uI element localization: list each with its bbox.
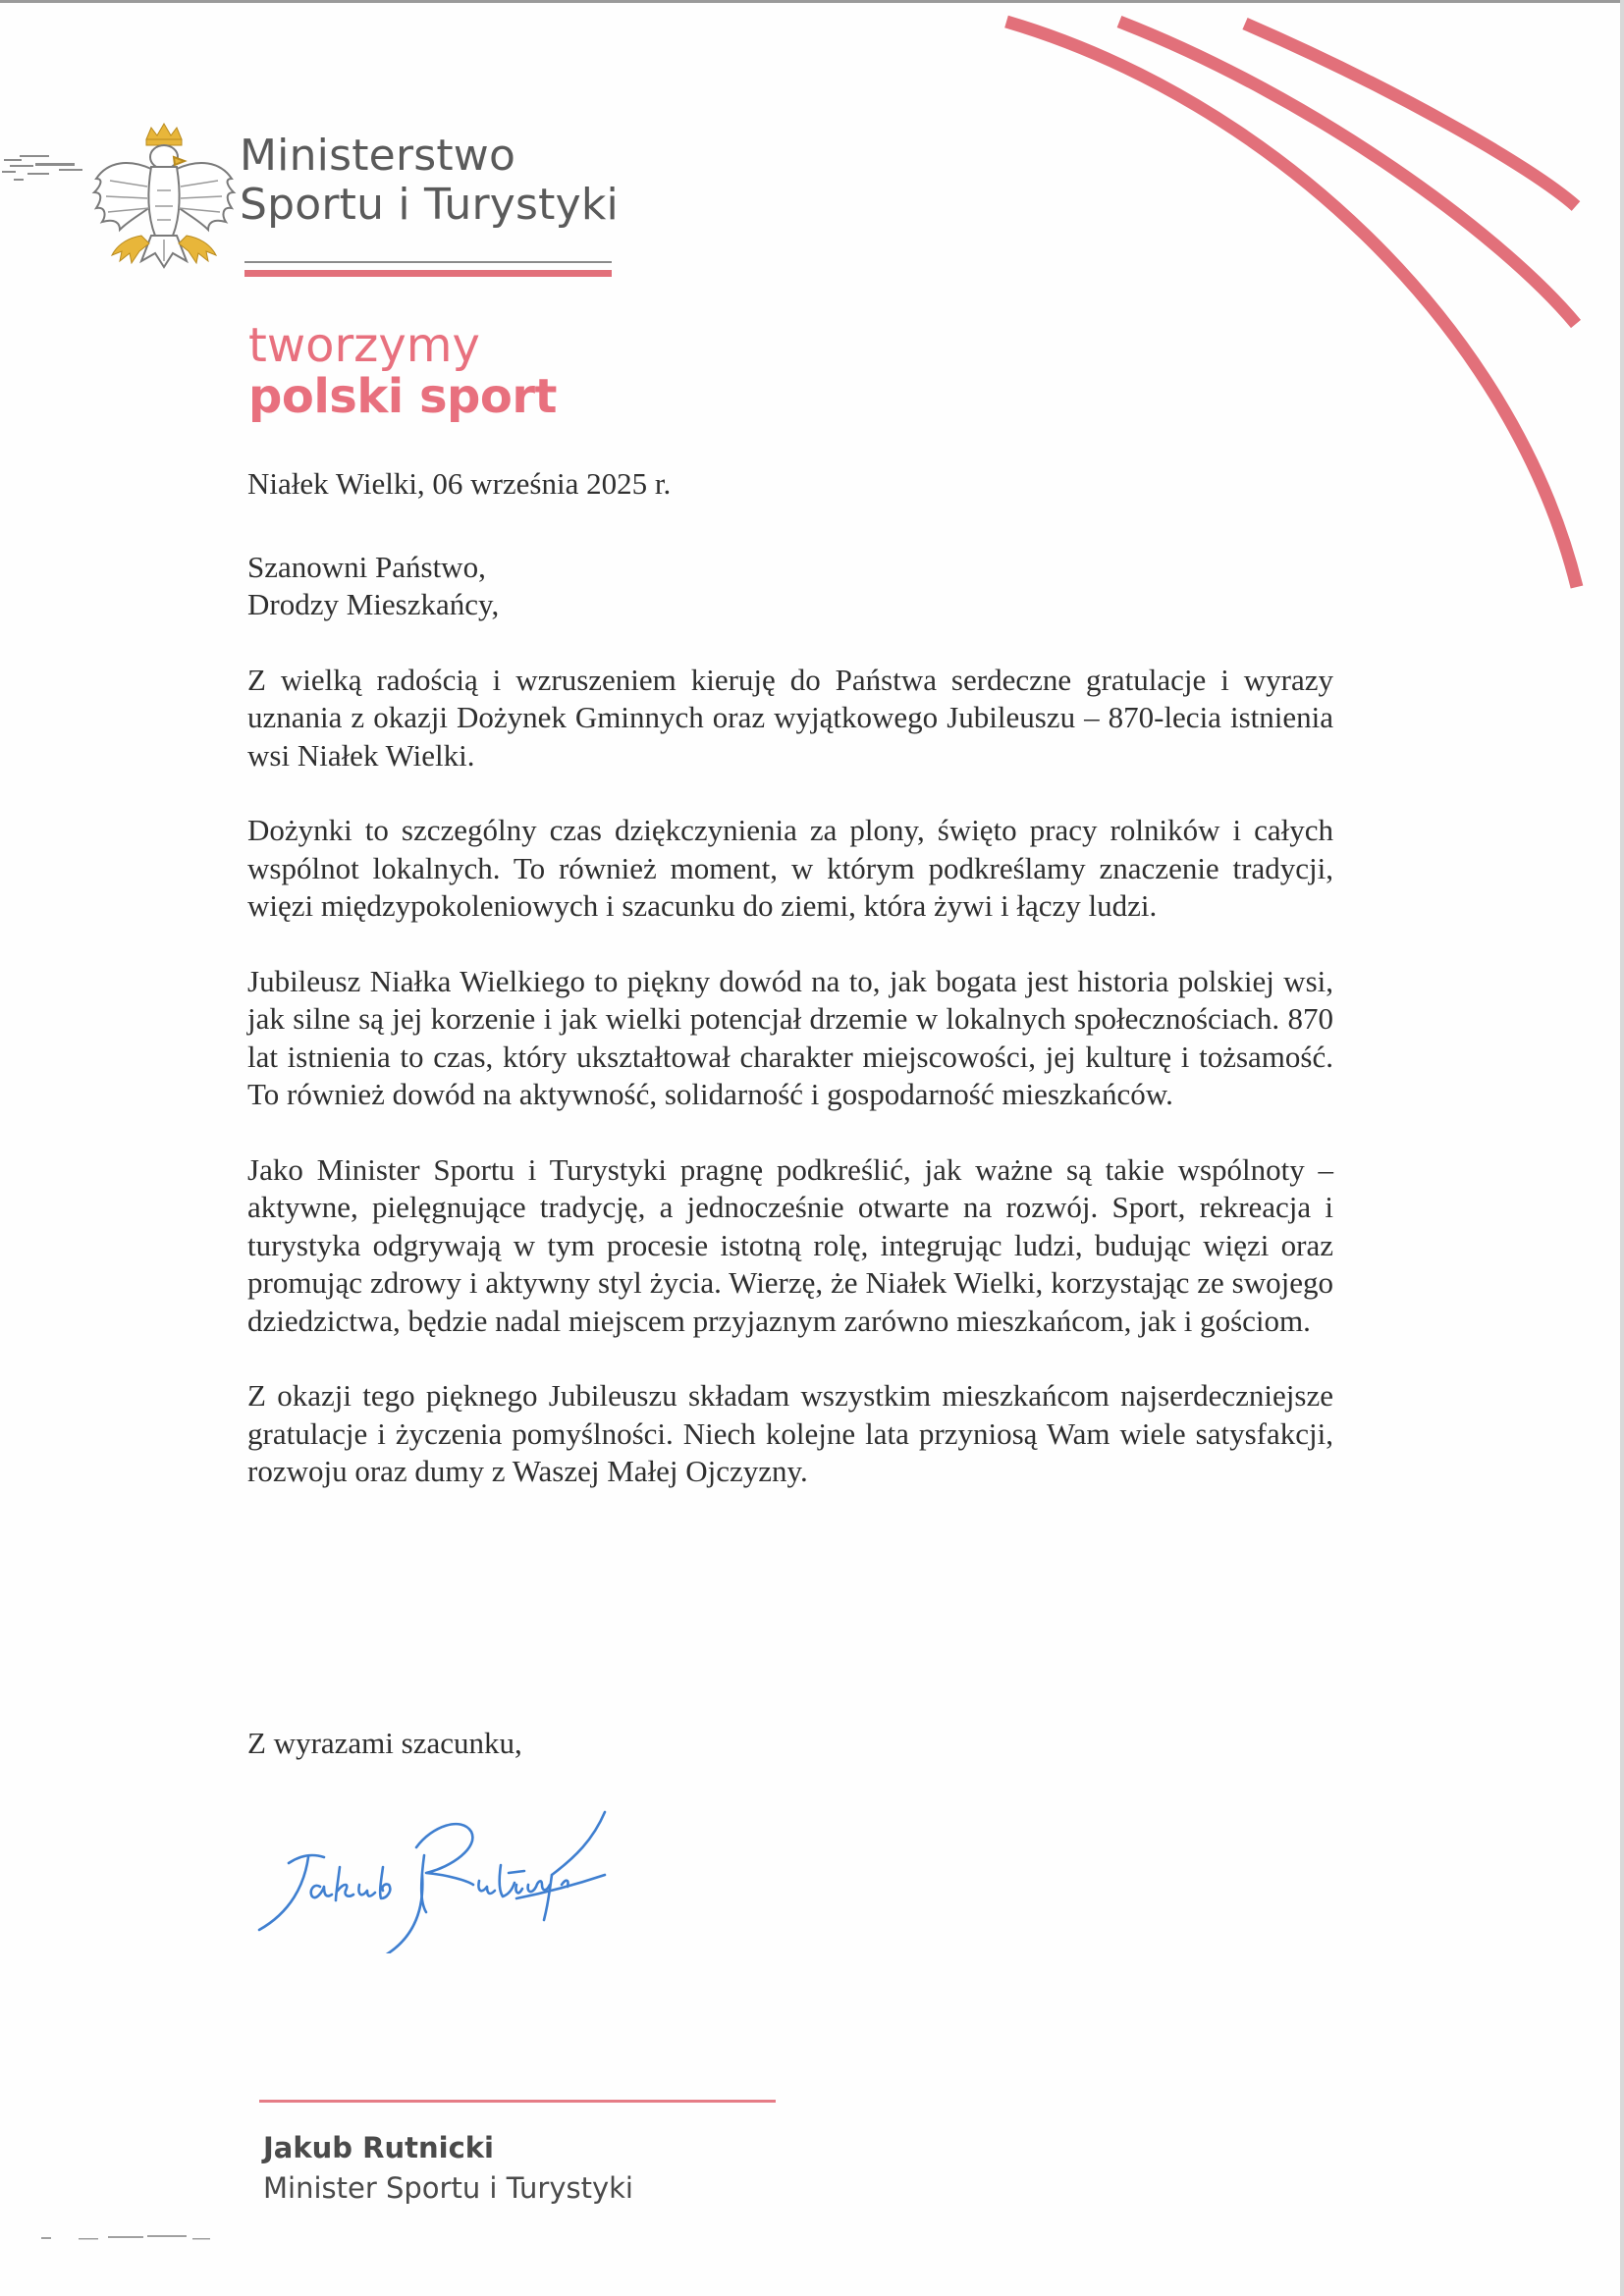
salutation [247,549,1333,624]
scan-edge-right [1620,0,1624,2296]
signer-name: Jakub Rutnicki [263,2131,494,2164]
ministry-name-line1: Ministerstwo [240,131,516,181]
slogan-line2: polski sport [248,369,557,424]
handwritten-signature [251,1796,664,1953]
paragraph: Jako Minister Sportu i Turystyki pragnę podkreślić, jak ważne są takie wspólnoty – aktywne, pielęgnujące tradycję, a jednocześnie otwarte na rozwój. Sport, rekreacja i turystyka odgrywają w tym procesie istotną rolę, integrując ludzi, budując więzi oraz promując zdrowy i aktywny styl życia. Wierzę, że Niałek Wielki, korzystając ze swojego dziedzictwa, będzie nadal miejscem przyjaznym zarówno mieszkańcom, jak i gościom. [247,1151,1333,1338]
scan-edge-top [0,0,1624,3]
paragraph: Z okazji tego pięknego Jubileuszu składam wszystkim mieszkańcom najserdeczniejsze gratulacje i życzenia pomyślności. Niech kolejne lata przyniosą Wam wiele satysfakcji, rozwoju oraz dumy z Waszej Małej Ojczyzny. [247,1378,1333,1488]
slogan-line1: tworzymy [248,318,480,373]
ministry-name-line2: Sportu i Turystyki [240,180,619,230]
polish-white-eagle-emblem-icon [90,122,238,279]
paragraph: Z wielką radością i wzruszeniem kieruję do Państwa serdeczne gratulacje i wyrazy uznania z okazji Dożynek Gminnych oraz wyjątkowego Jubileuszu – 870-lecia istnienia wsi Niałek Wielki. [247,662,1333,773]
scan-artifact [39,2232,226,2244]
letter-body [247,465,1333,1491]
header-divider-accent [244,270,612,277]
closing: Z wyrazami szacunku, [247,1726,522,1760]
scan-artifact [0,147,88,196]
slogan [248,320,557,422]
paragraph: Jubileusz Niałka Wielkiego to piękny dowód na to, jak bogata jest historia polskiej wsi, jak silne są jej korzenie i jak wielki potencjał drzemie w lokalnych społecznościach. 870 lat istnienia to czas, który ukształtował charakter miejscowości, jej kulturę i tożsamość. To również dowód na aktywność, solidarność i gospodarność mieszkańców. [247,963,1333,1111]
place-date: Niałek Wielki, 06 września 2025 r. [247,466,672,501]
signature-divider [259,2100,776,2103]
header-divider-thin [244,261,612,263]
header-divider [244,261,612,277]
signer-title: Minister Sportu i Turystyki [263,2171,633,2205]
salutation-line2: Drodzy Mieszkańcy, [247,587,500,621]
ministry-name [240,132,619,230]
salutation-line1: Szanowni Państwo, [247,549,486,584]
paragraph: Dożynki to szczególny czas dziękczynienia za plony, święto pracy rolników i całych wspólnot lokalnych. To również moment, w którym podkreślamy znaczenie tradycji, więzi międzypokoleniowych i szacunku do ziemi, która żywi i łączy ludzi. [247,813,1333,923]
